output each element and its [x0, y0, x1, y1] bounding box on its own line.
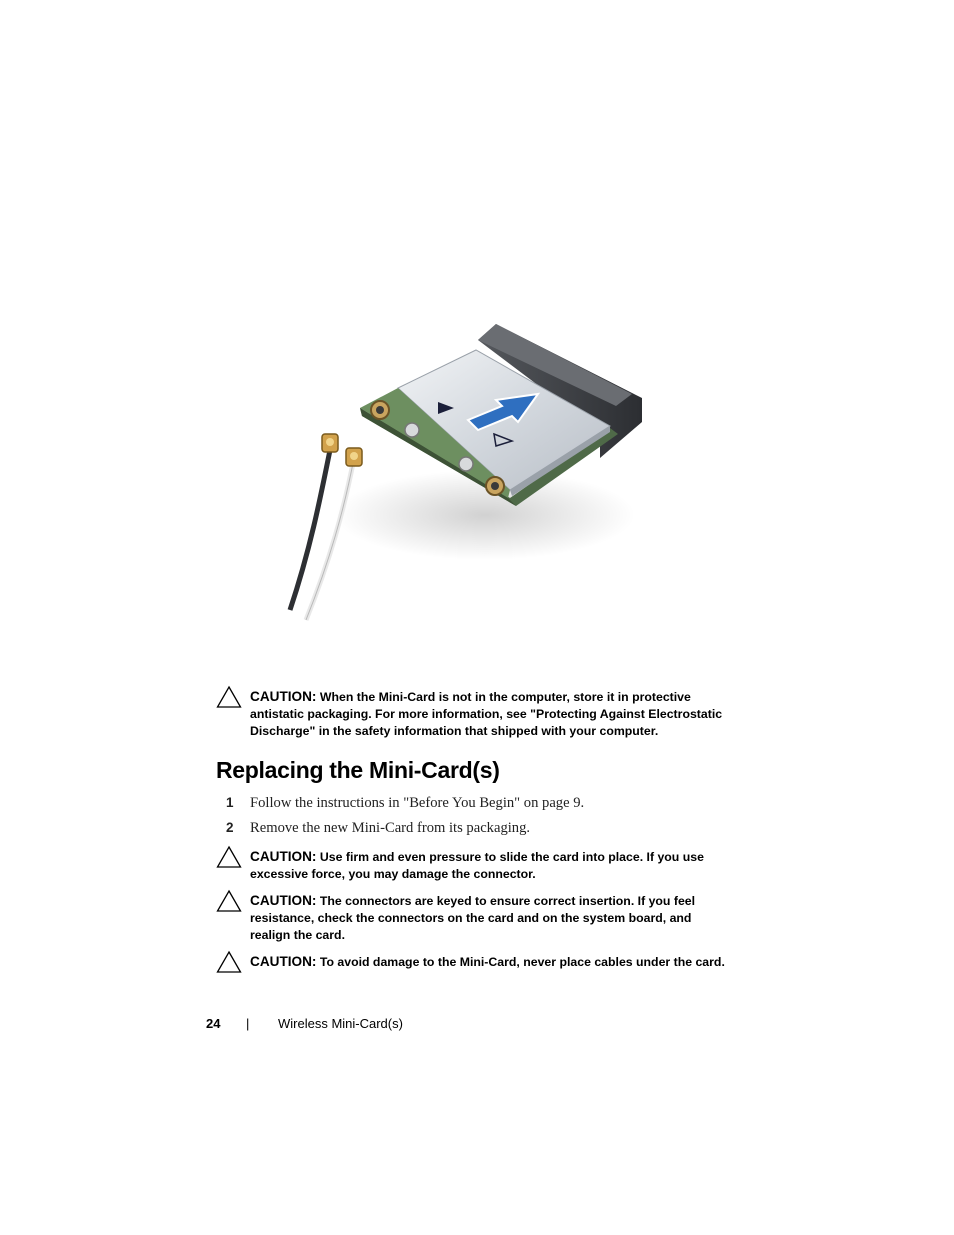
caution-icon [216, 685, 242, 709]
caution-notice [216, 688, 726, 740]
section-title: Replacing the Mini-Card(s) [216, 757, 500, 783]
caution-notice [216, 953, 726, 971]
caution-icon [216, 845, 242, 869]
page-number: 24 [206, 1016, 221, 1031]
caution-notice [216, 848, 726, 883]
antenna-cable-black [290, 450, 330, 610]
caution-label: CAUTION: [250, 893, 317, 908]
caution-label: CAUTION: [250, 689, 317, 704]
caution-icon [216, 889, 242, 913]
antenna-cable-head-black [322, 434, 338, 452]
antenna-cable-head-white [346, 448, 362, 466]
step-item [226, 820, 530, 837]
caution-text: Use firm and even pressure to slide the card into place. If you use excessive force, you may damage the connector. [250, 850, 704, 881]
mini-card-insertion-illustration [270, 310, 670, 630]
antenna-connector-aux [459, 457, 473, 471]
footer-chapter-title: Wireless Mini-Card(s) [278, 1016, 403, 1031]
step-number: 1 [226, 795, 234, 810]
caution-label: CAUTION: [250, 849, 317, 864]
caution-text: The connectors are keyed to ensure correct insertion. If you feel resistance, check the connectors on the card and on the system board, and realign the card. [250, 894, 696, 942]
caution-text: To avoid damage to the Mini-Card, never place cables under the card. [319, 955, 725, 969]
step-number: 2 [226, 820, 234, 835]
caution-icon [216, 950, 242, 974]
caution-text: When the Mini-Card is not in the computer, store it in protective antistatic packaging. For more information, see "Protecting Against Electrostatic Discharge" in the safety information that shipped with your computer. [250, 690, 723, 738]
step-text: Remove the new Mini-Card from its packaging. [250, 820, 531, 836]
caution-label: CAUTION: [250, 954, 317, 969]
antenna-connector-main [405, 423, 419, 437]
footer-separator: | [246, 1016, 250, 1031]
step-item [226, 795, 584, 812]
caution-notice [216, 892, 726, 944]
step-text: Follow the instructions in "Before You Begin" on page 9. [250, 795, 585, 811]
